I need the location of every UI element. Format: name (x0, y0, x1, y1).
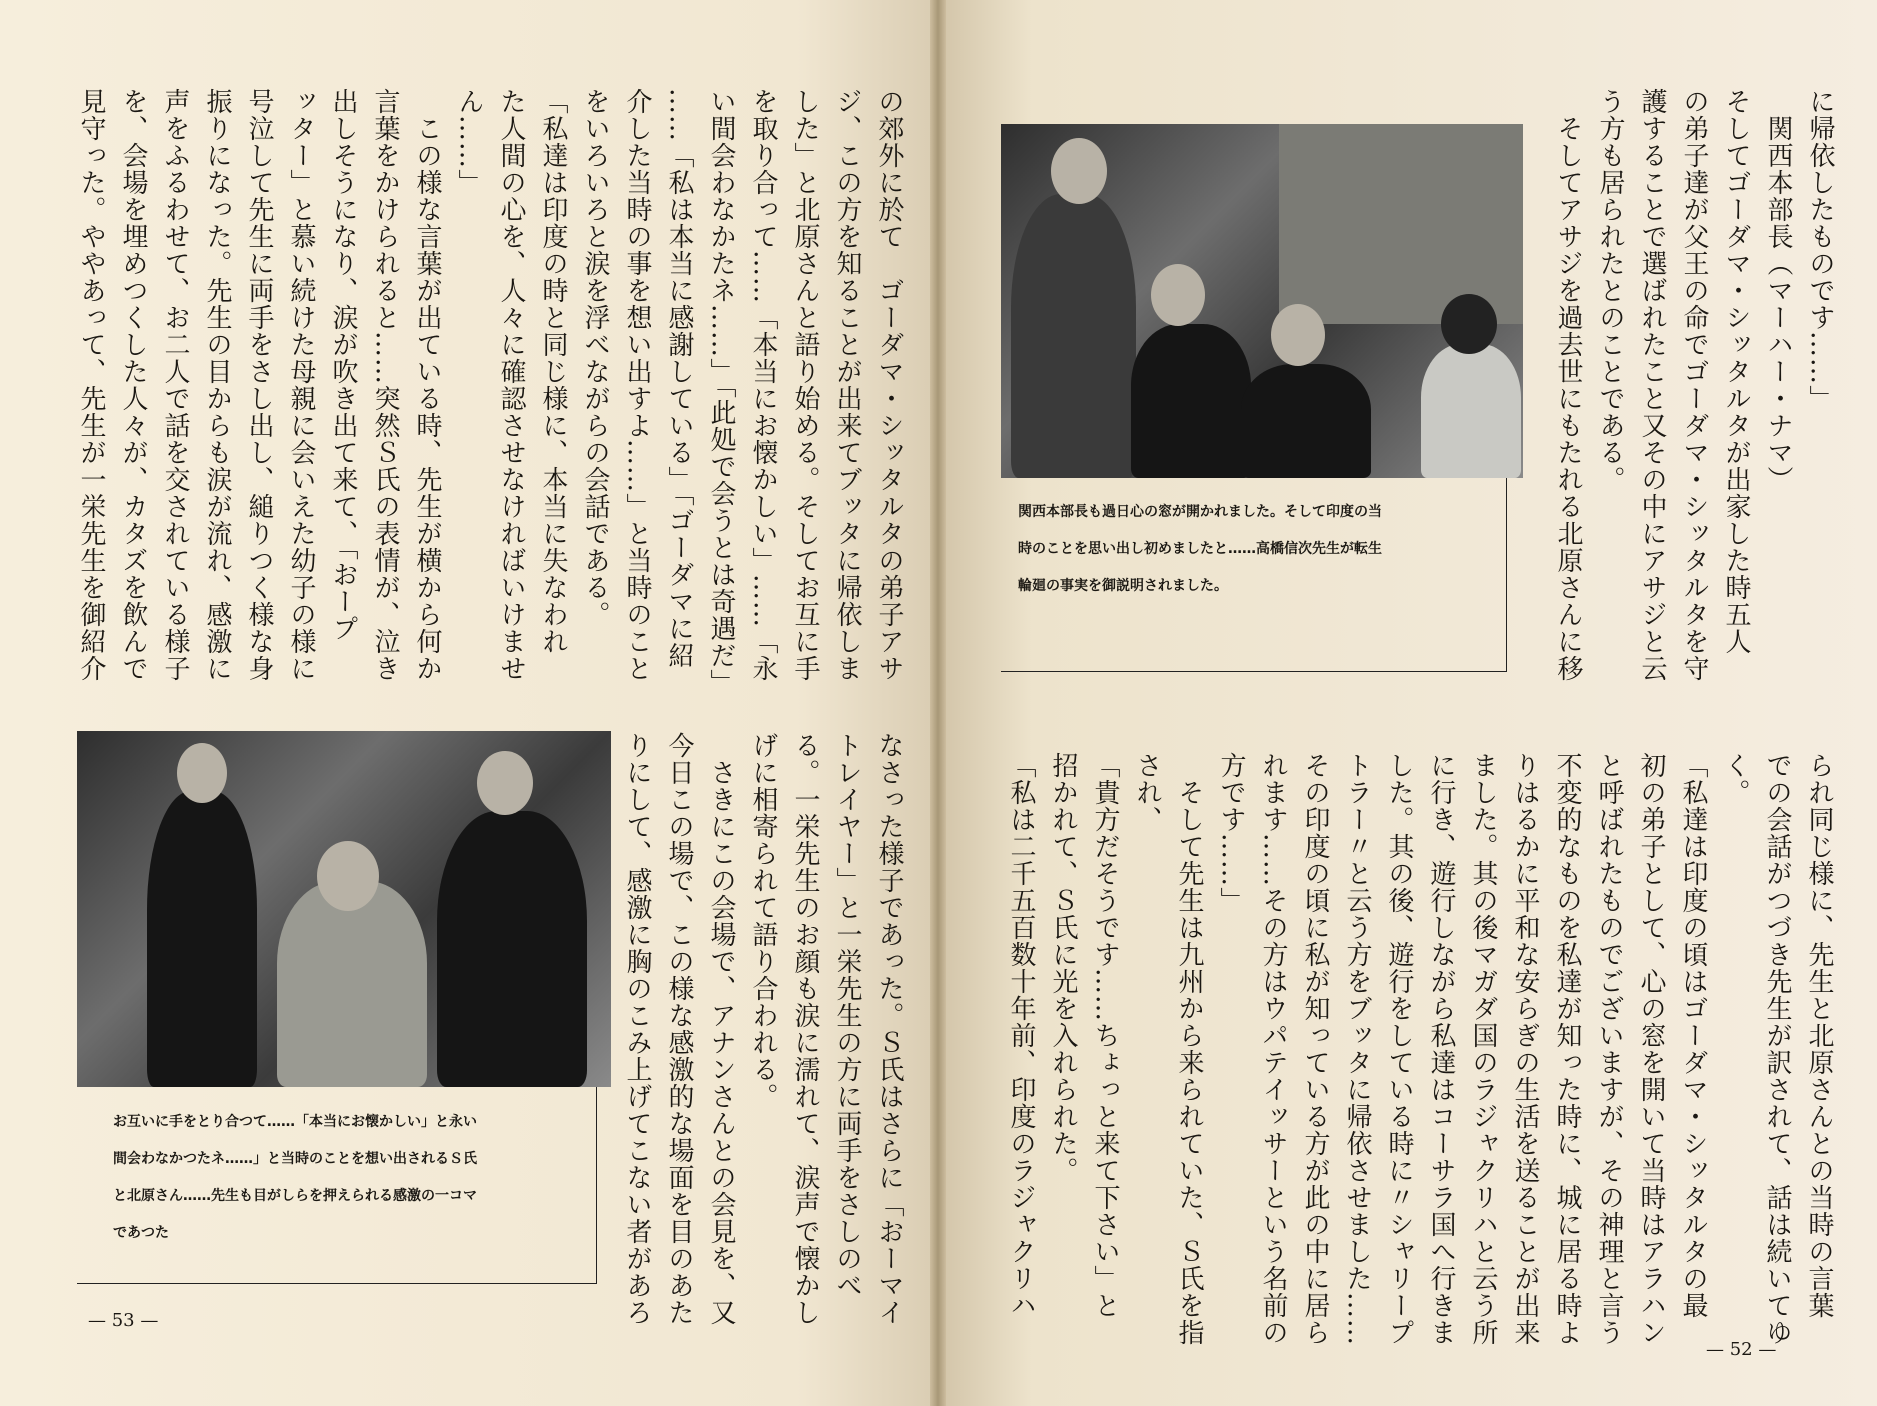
left-photo-head-1 (177, 743, 227, 803)
left-photo-head-2 (317, 841, 379, 911)
right-photo-head-3 (1271, 304, 1325, 366)
right-photo-figure-2 (1131, 324, 1251, 478)
left-photo-figure-1 (147, 791, 257, 1087)
right-photo-head-1 (1051, 138, 1107, 204)
right-page-number: — 52 — (1706, 1339, 1777, 1360)
right-photo-caption: 関西本部長も過日心の窓が開かれました。そして印度の当 時のことを思い出し初めましたと……高橋信次先生が転生 輪廻の事実を御説明されました。 (1018, 504, 1382, 594)
right-photo-head-4 (1441, 294, 1497, 354)
right-photo-figure-4 (1421, 344, 1521, 478)
left-top-text: の郊外に於て ゴーダマ・シッタルタの弟子アサ ジ、この方を知ることが出来てブッタに帰依しま した」と北原さんと語り始める。そしてお互に手 を取り合って……「本当にお懐かしい」……「永 い間会わなかたネ……」「此処で会うとは奇遇だ」 ……「私は本当に感謝している」「ゴーダマに紹 介した当時の事を想い出すよ……」と当時のこと をいろいろと涙を浮べながらの会話である。 「私達は印度の時と同じ様に、本当に失なわれ た人間の心を、人々に確認させなければいけませ ん……」 この様な言葉が出ている時、先生が横から何か 言葉をかけられると……突然Ｓ氏の表情が、泣き 出しそうになり、涙が吹き出て来て、「おープ ッター」と慕い続けた母親に会いえた幼子の様に 号泣して先生に両手をさし出し、縋りつく様な身 振りになった。先生の目からも涙が流れ、感激に 声をふるわせて、お二人で話を交されている様子 を、会場を埋めつくした人々が、カタズを飲んで 見守った。ややあって、先生が一栄先生を御紹介 (76, 88, 904, 696)
right-photo-head-2 (1151, 264, 1205, 326)
left-page-number: — 53 — (88, 1310, 159, 1331)
right-top-text: に帰依したものです……」 関西本部長（マーハー・ナマ） そしてゴーダマ・シッタルタが出家した時五人 の弟子達が父王の命でゴーダマ・シッタルタを守 護することで選ばれたこと又その中にアサジと云 う方も居られたとのことである。 そしてアサジを過去世にもたれる北原さんに移 (1553, 88, 1835, 682)
right-bottom-text: られ同じ様に、先生と北原さんとの当時の言葉 での会話がつづき先生が訳されて、話は続いてゆ く。 「私達は印度の頃はゴーダマ・シッタルタの最 初の弟子として、心の窓を開いて当時はアラハン と呼ばれたものでございますが、その神理と言う 不変的なものを私達が知った時に、城に居る時よ りはるかに平和な安らぎの生活を送ることが出来 ました。其の後マガダ国のラジャクリハと云う所 に行き、遊行しながら私達はコーサラ国へ行きま した。其の後、遊行をしている時に〃シャリープ トラー〃と云う方をブッタに帰依させました…… その印度の頃に私が知っている方が此の中に居ら れます……その方はウパテイッサーという名前の 方です……」 そして先生は九州から来られていた、Ｓ氏を指 され、 「貴方だそうです……ちょっと来て下さい」と 招かれて、Ｓ氏に光を入れられた。 「私は二千五百数十年前、印度のラジャクリハ (1006, 752, 1834, 1346)
right-photo-figure-3 (1241, 364, 1371, 478)
left-photo-caption: お互いに手をとり合つて……「本当にお懐かしい」と永い 間会わなかつたネ……」と当時のことを想い出されるＳ氏 と北原さん……先生も目がしらを押えられる感激の一コマ であつた (113, 1114, 477, 1241)
right-photo (1001, 124, 1523, 478)
left-photo-head-3 (477, 751, 533, 815)
left-bottom-text: なさった様子であった。Ｓ氏はさらに「おーマイ トレイヤー」と一栄先生の方に両手をさしのべ る。一栄先生のお顔も涙に濡れて、涙声で懐かし げに相寄られて語り合われる。 さきにこの会場で、アナンさんとの会見を、又 今日この場で、この様な感激的な場面を目のあた りにして、感激に胸のこみ上げてこない者があろ (622, 732, 904, 1326)
left-photo (77, 731, 611, 1087)
right-photo-figure-1 (1011, 194, 1136, 478)
left-photo-figure-3 (437, 811, 587, 1087)
right-photo-blackboard (1279, 124, 1523, 324)
left-photo-figure-2 (277, 881, 427, 1087)
book-gutter (930, 0, 946, 1406)
